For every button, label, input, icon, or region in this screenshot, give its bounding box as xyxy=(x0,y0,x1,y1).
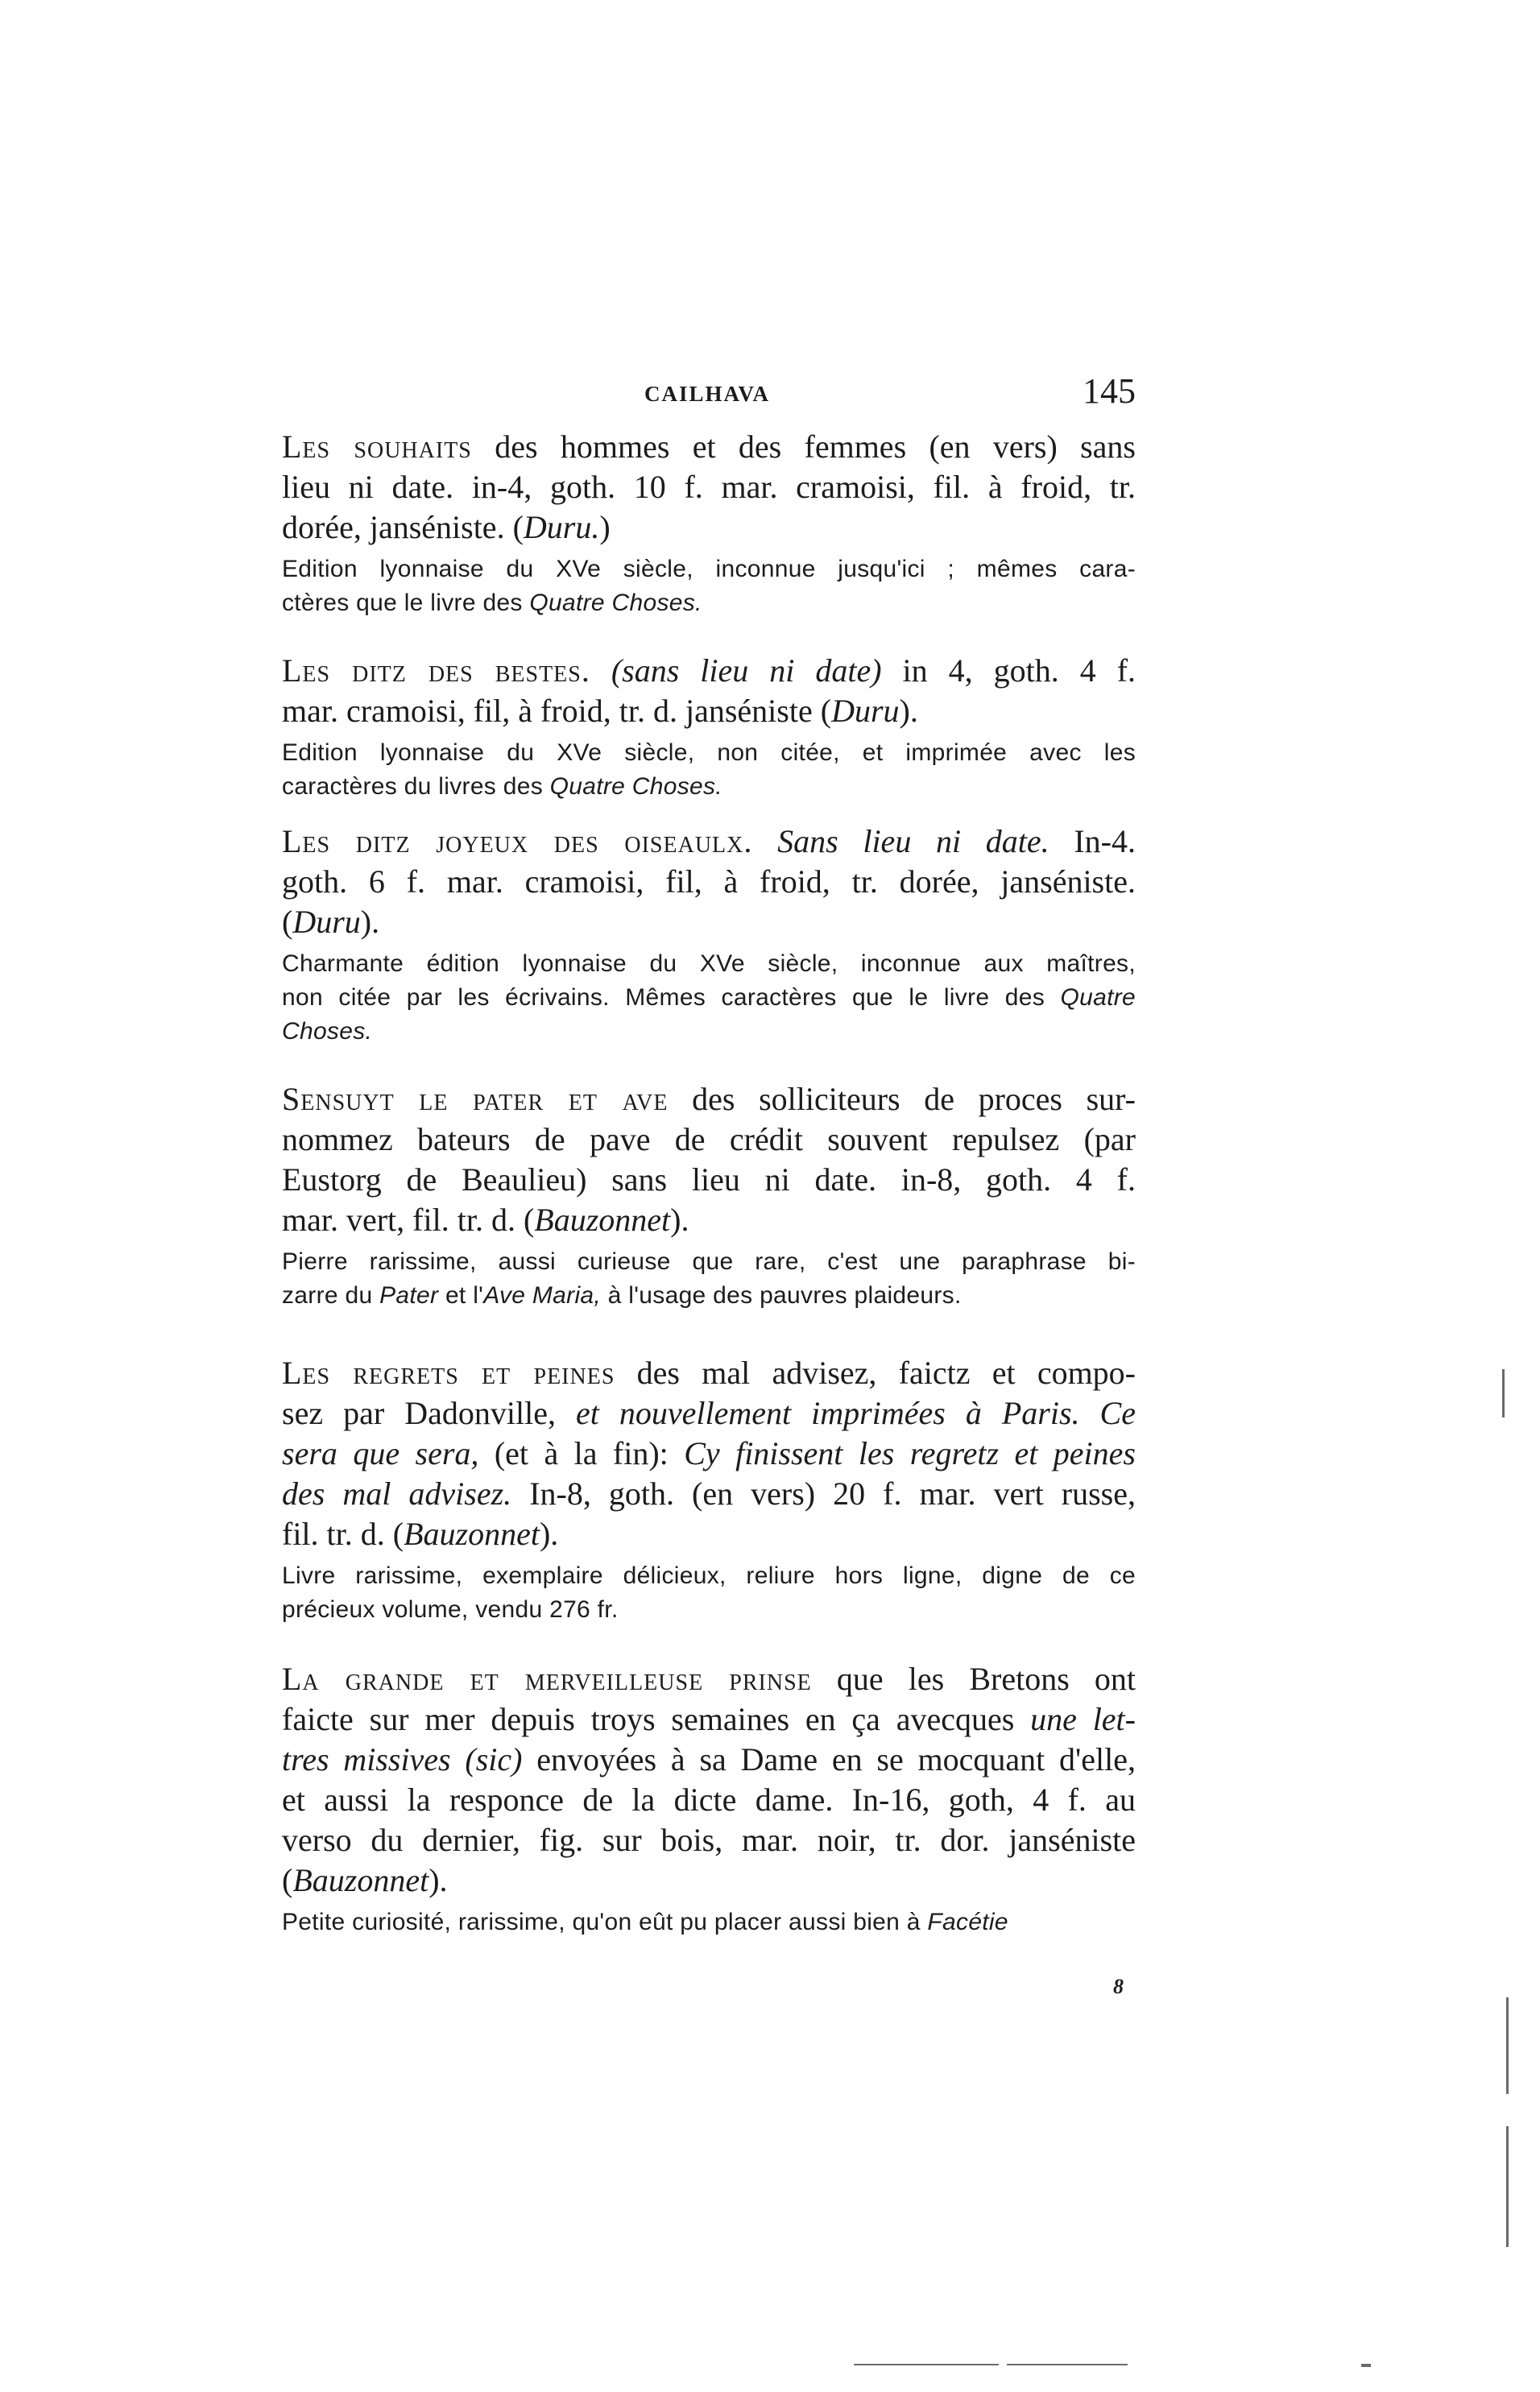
running-head: CAILHAVA xyxy=(644,382,771,406)
catalog-entry xyxy=(282,427,1136,620)
page-edge-mark xyxy=(1361,2364,1371,2367)
catalog-entry xyxy=(282,1659,1136,1939)
entry-note-line xyxy=(282,1559,1136,1593)
entry-line xyxy=(282,821,1136,862)
entry-text: une let- xyxy=(1030,1701,1136,1737)
note-text: Facétie xyxy=(927,1909,1008,1935)
entry-text: que les Bretons ont xyxy=(811,1661,1136,1697)
note-text: Quatre Choses. xyxy=(549,773,722,800)
entry-text: Duru. xyxy=(523,509,600,545)
entry-text: ). xyxy=(428,1862,448,1898)
entry-line xyxy=(282,1780,1136,1820)
entry-text xyxy=(752,823,777,859)
note-text: Pierre rarissime, aussi curieuse que rare, c'est une paraphrase bi- xyxy=(282,1248,1136,1275)
note-text: Edition lyonnaise du XVe siècle, non citée, et imprimée avec les xyxy=(282,739,1136,766)
note-text: Quatre xyxy=(1060,984,1136,1011)
entry-note-line xyxy=(282,1245,1136,1279)
page-edge-mark xyxy=(854,2364,999,2365)
entry-text: fil. tr. d. ( xyxy=(282,1516,404,1552)
entry-text: et nouvellement imprimées à Paris. Ce xyxy=(575,1395,1136,1431)
entry-note-line xyxy=(282,586,1136,620)
entry-title: Les regrets et peines xyxy=(282,1355,615,1391)
entry-title: La grande et merveilleuse prinse xyxy=(282,1661,812,1697)
entry-line xyxy=(282,507,1136,548)
entry-text: faicte sur mer depuis troys semaines en ça avecques xyxy=(282,1701,1031,1737)
entry-text: Cy finissent les regretz et peines xyxy=(684,1435,1136,1471)
entry-text: lieu ni date. in-4, goth. 10 f. mar. cramoisi, fil. à froid, tr. xyxy=(282,469,1136,505)
page-number: 145 xyxy=(1083,371,1136,411)
note-text: caractères du livres des xyxy=(282,773,550,800)
entry-text: Eustorg de Beaulieu) sans lieu ni date. in-8, goth. 4 f. xyxy=(282,1161,1136,1198)
entry-note-line xyxy=(282,1279,1136,1313)
entry-note-line xyxy=(282,770,1136,804)
entry-text: Bauzonnet xyxy=(292,1862,429,1898)
entry-text: Bauzonnet xyxy=(404,1516,540,1552)
catalog-entry xyxy=(282,821,1136,1049)
entry-line xyxy=(282,1160,1136,1200)
entry-line xyxy=(282,1699,1136,1740)
entry-text: des mal advisez, faictz et compo- xyxy=(615,1355,1136,1391)
entry-line xyxy=(282,1393,1136,1434)
entry-text: In-8, goth. (en vers) 20 f. mar. vert russe, xyxy=(511,1475,1136,1512)
entry-text: ) xyxy=(599,509,611,545)
entry-line xyxy=(282,651,1136,691)
entry-line xyxy=(282,427,1136,467)
entry-text: (et à la fin): xyxy=(478,1435,685,1471)
entry-text: ). xyxy=(670,1202,689,1238)
entry-text: sez par Dadonville, xyxy=(282,1395,576,1431)
entry-note-line xyxy=(282,947,1136,981)
note-text: Charmante édition lyonnaise du XVe siècle, inconnue aux maîtres, xyxy=(282,950,1136,977)
entry-line xyxy=(282,1514,1136,1554)
entry-text: et aussi la responce de la dicte dame. In-16, goth, 4 f. au xyxy=(282,1782,1136,1818)
entry-text: In-4. xyxy=(1049,823,1136,859)
entry-note-line xyxy=(282,736,1136,770)
page-edge-mark xyxy=(1502,1369,1505,1417)
entry-line xyxy=(282,1119,1136,1160)
entry-line xyxy=(282,1740,1136,1780)
entry-line xyxy=(282,691,1136,731)
note-text: et l' xyxy=(438,1282,484,1309)
entry-text: Sans lieu ni date. xyxy=(777,823,1049,859)
entry-text: verso du dernier, fig. sur bois, mar. noir, tr. dor. janséniste xyxy=(282,1822,1136,1858)
entry-text: des mal advisez. xyxy=(282,1475,512,1512)
entry-text: ). xyxy=(539,1516,559,1552)
entry-text xyxy=(590,652,611,689)
catalog-entry xyxy=(282,1353,1136,1627)
signature-mark: 8 xyxy=(1113,1975,1124,1998)
entry-line xyxy=(282,1353,1136,1393)
page-edge-mark xyxy=(1506,1997,1509,2094)
entry-text: ( xyxy=(282,1862,293,1898)
entry-text: Duru xyxy=(831,693,900,729)
entry-line xyxy=(282,1079,1136,1119)
entry-text: sera que sera, xyxy=(282,1435,479,1471)
entry-text: Bauzonnet xyxy=(534,1202,671,1238)
page-edge-mark xyxy=(1506,2126,1509,2247)
entry-title: Les souhaits xyxy=(282,428,472,465)
entry-note-line xyxy=(282,1015,1136,1049)
entry-line xyxy=(282,862,1136,902)
entry-text: dorée, janséniste. ( xyxy=(282,509,524,545)
entry-title: Sensuyt le pater et ave xyxy=(282,1081,669,1117)
entry-line xyxy=(282,1200,1136,1240)
entry-text: mar. cramoisi, fil, à froid, tr. d. janséniste ( xyxy=(282,693,832,729)
entry-text: Duru xyxy=(292,904,361,940)
entry-note-line xyxy=(282,1593,1136,1627)
entry-text: ). xyxy=(899,693,918,729)
entry-text: ). xyxy=(360,904,380,940)
entry-text: ( xyxy=(282,904,293,940)
note-text: à l'usage des pauvres plaideurs. xyxy=(601,1282,962,1309)
page-edge-mark xyxy=(1007,2364,1128,2365)
entry-text: mar. vert, fil. tr. d. ( xyxy=(282,1202,535,1238)
catalog-entry xyxy=(282,1079,1136,1313)
entry-line xyxy=(282,1820,1136,1860)
entry-title: Les ditz joyeux des oiseaulx. xyxy=(282,823,753,859)
entry-line xyxy=(282,1474,1136,1514)
entry-text: des solliciteurs de proces sur- xyxy=(668,1081,1136,1117)
entry-text: goth. 6 f. mar. cramoisi, fil, à froid, tr. dorée, janséniste. xyxy=(282,863,1136,900)
note-text: Edition lyonnaise du XVe siècle, inconnue jusqu'ici ; mêmes cara- xyxy=(282,556,1136,582)
entry-title: Les ditz des bestes. xyxy=(282,652,590,689)
note-text: Pater xyxy=(379,1282,439,1309)
page-header xyxy=(282,370,1136,419)
entry-note-line xyxy=(282,1906,1136,1939)
entry-line xyxy=(282,1659,1136,1699)
note-text: Quatre Choses. xyxy=(529,590,702,616)
entry-line xyxy=(282,467,1136,507)
entry-text: nommez bateurs de pave de crédit souvent repulsez (par xyxy=(282,1121,1136,1157)
entry-text: (sans lieu ni date) xyxy=(611,652,882,689)
note-text: non citée par les écrivains. Mêmes caractères que le livre des xyxy=(282,984,1061,1011)
note-text: zarre du xyxy=(282,1282,380,1309)
note-text: Ave Maria, xyxy=(483,1282,602,1309)
catalog-entry xyxy=(282,651,1136,804)
note-text: précieux volume, vendu 276 fr. xyxy=(282,1596,619,1623)
entry-line xyxy=(282,902,1136,942)
entry-text: tres missives (sic) xyxy=(282,1741,523,1777)
note-text: Choses. xyxy=(282,1018,373,1045)
entry-text: envoyées à sa Dame en se mocquant d'elle, xyxy=(522,1741,1136,1777)
note-text: ctères que le livre des xyxy=(282,590,530,616)
entry-text: in 4, goth. 4 f. xyxy=(881,652,1136,689)
entry-line xyxy=(282,1860,1136,1901)
entry-note-line xyxy=(282,981,1136,1015)
entry-text: des hommes et des femmes (en vers) sans xyxy=(471,428,1136,465)
note-text: Petite curiosité, rarissime, qu'on eût pu placer aussi bien à xyxy=(282,1909,928,1935)
note-text: Livre rarissime, exemplaire délicieux, reliure hors ligne, digne de ce xyxy=(282,1562,1136,1589)
entry-note-line xyxy=(282,552,1136,586)
entry-line xyxy=(282,1434,1136,1474)
